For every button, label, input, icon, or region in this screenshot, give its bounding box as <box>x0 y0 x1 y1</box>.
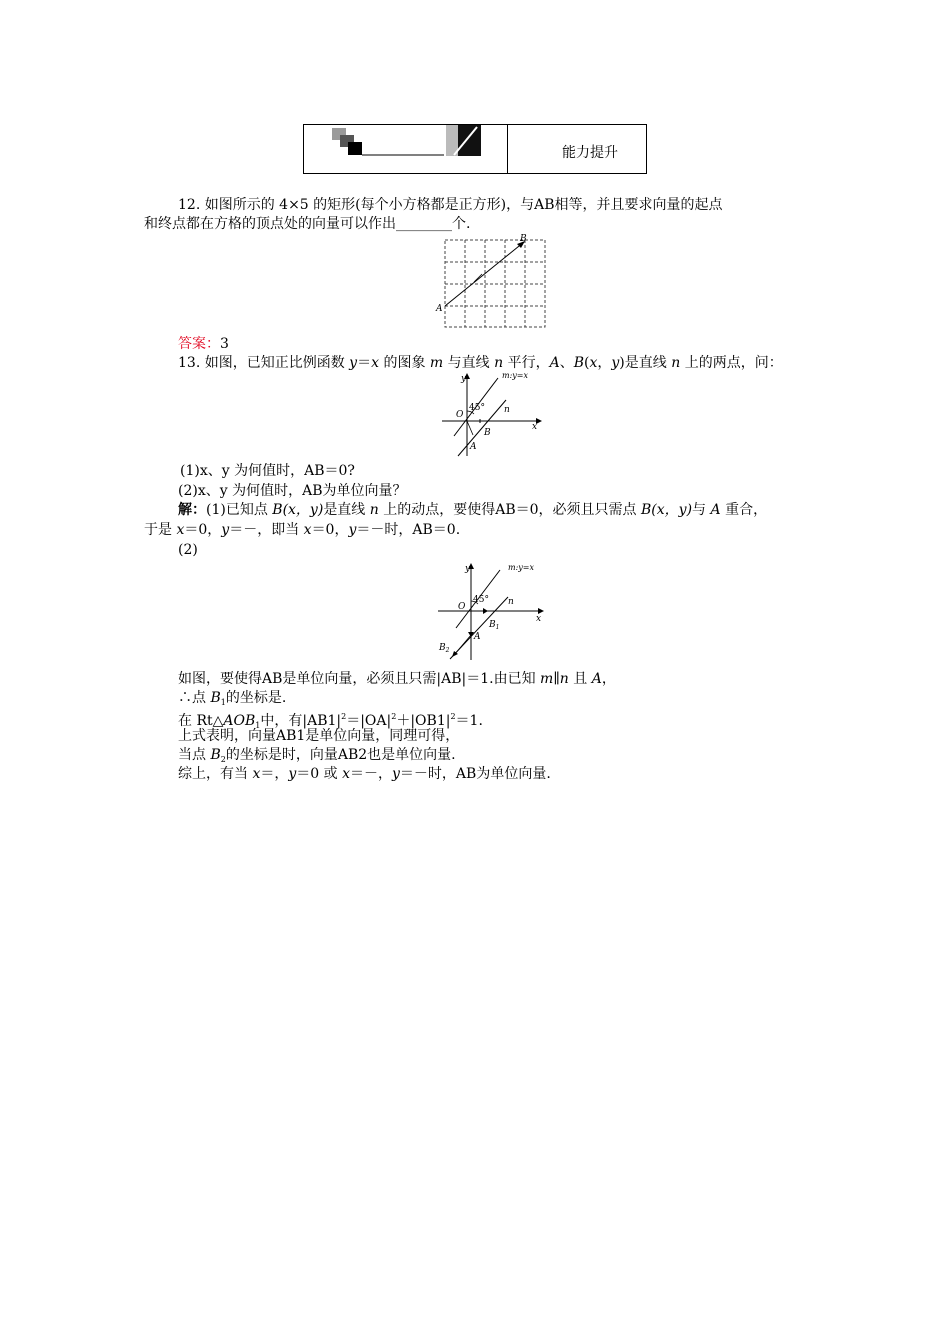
svg-text:B1: $B_1$ <box>489 620 500 631</box>
q13-sol2-line-1: 如图，要使得AB是单位向量，必须且只需|AB|＝1.由已知 m∥n 且 A， <box>178 671 616 687</box>
q12-label-a: A <box>436 304 443 314</box>
q13-solution-line-1: 解：(1)已知点 B(x，y)是直线 n 上的动点，要使得AB＝0，必须且只需点 B(x，y)与 A 重合， <box>178 502 768 518</box>
svg-text:45°: 45° <box>469 403 485 413</box>
svg-text:45°: 45° <box>473 595 489 605</box>
section-header <box>303 124 647 174</box>
header-divider <box>507 125 508 174</box>
q13-part-2-label: (2) <box>178 542 198 558</box>
header-decoration-icon <box>329 125 509 159</box>
header-title: 能力提升 <box>562 144 618 160</box>
q13-solution-line-2: 于是 x＝0，y＝－，即当 x＝0，y＝－时，AB＝0. <box>144 522 461 538</box>
svg-text:y: y <box>461 374 467 384</box>
q13-line-1: 13. 如图，已知正比例函数 y＝x 的图象 m 与直线 n 平行，A、B(x，y)是直线 n 上的两点，问： <box>178 355 783 371</box>
q13-sol2-line-4: 上式表明，向量AB1是单位向量，同理可得， <box>178 728 460 744</box>
q12-line-1: 12. 如图所示的 4×5 的矩形(每个小方格都是正方形)，与AB相等，并且要求向量的起点 <box>178 197 723 213</box>
svg-text:y: y <box>465 564 471 574</box>
q13-figure-2 <box>432 560 550 662</box>
q12-label-b: B <box>520 234 527 244</box>
q12-answer <box>178 335 229 353</box>
solution-label: 解： <box>178 502 206 518</box>
q13-figure-1 <box>436 370 546 458</box>
svg-text:n: n <box>504 405 510 415</box>
q13-part-1: (1)x、y 为何值时，AB＝0? <box>180 463 355 479</box>
q13-sol2-line-2: ∴点 $B_1$的坐标是. <box>178 690 287 707</box>
svg-text:x: x <box>532 422 538 432</box>
svg-text:B2: $B_2$ <box>439 643 450 654</box>
q13-sol2-line-5: 当点 $B_2$的坐标是时，向量AB2也是单位向量. <box>178 747 456 764</box>
svg-text:O: O <box>458 602 466 612</box>
svg-text:m:y=x: m:y=x <box>508 563 535 572</box>
q13-sol2-line-3: 在 $Rt\triangle AOB_1$中，有$|AB1|^2=|OA|^2+|OB1|^2=1$. <box>178 712 483 730</box>
q13-sol2-line-6: 综上，有当 x＝，y＝0 或 x＝－，y＝－时，AB为单位向量. <box>178 766 551 782</box>
svg-text:B: B <box>484 428 491 438</box>
svg-text:n: n <box>508 597 514 607</box>
svg-text:x: x <box>536 614 542 624</box>
q12-line-2: 和终点都在方格的顶点处的向量可以作出________个. <box>144 216 471 232</box>
svg-text:A: A <box>474 632 481 642</box>
svg-text:O: O <box>456 410 464 420</box>
svg-text:A: A <box>470 442 477 452</box>
answer-value: 3 <box>220 336 229 352</box>
answer-label: 答案： <box>178 336 220 352</box>
q13-part-2: (2)x、y 为何值时，AB为单位向量？ <box>178 483 407 499</box>
q12-grid-figure <box>432 232 550 330</box>
svg-text:m:y=x: m:y=x <box>502 371 529 380</box>
